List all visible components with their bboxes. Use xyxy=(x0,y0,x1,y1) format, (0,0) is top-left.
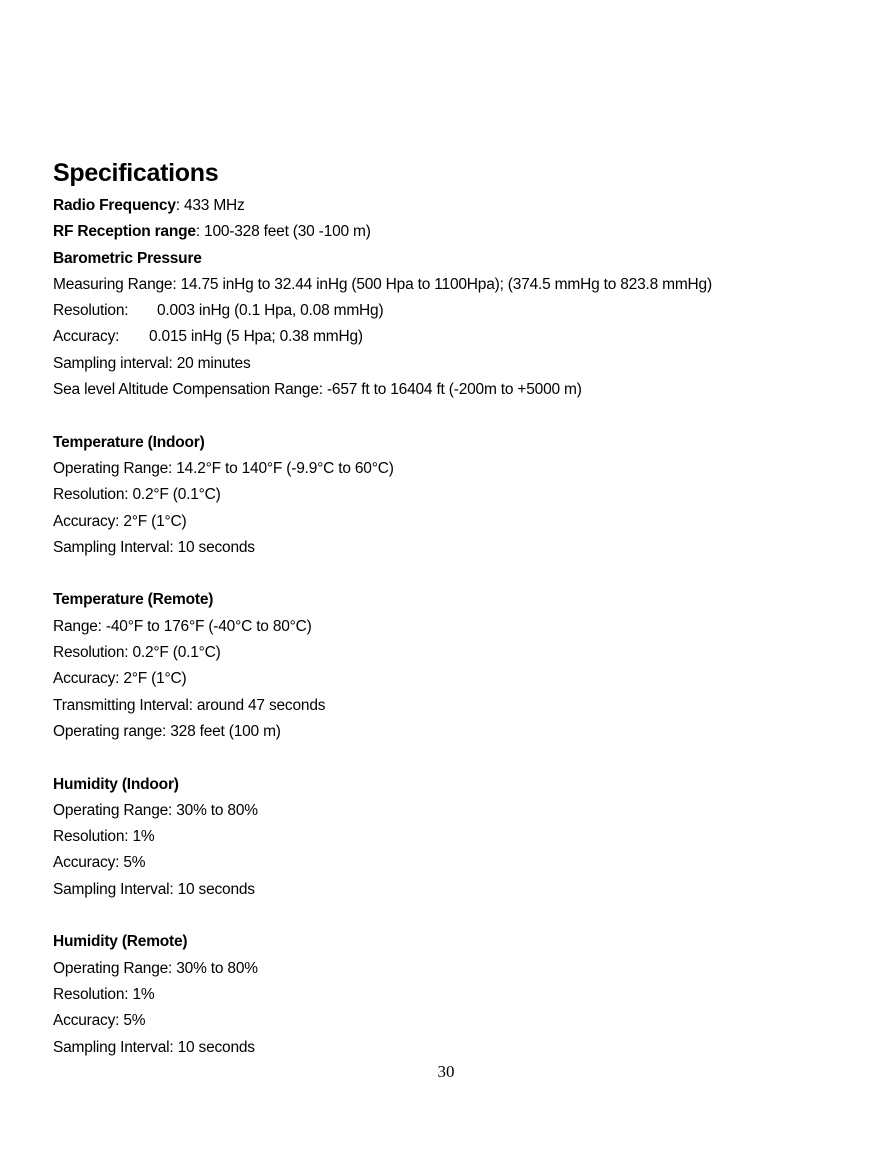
barometric-measuring-range: Measuring Range: 14.75 inHg to 32.44 inHg (500 Hpa to 1100Hpa); (374.5 mmHg to 823.8 mmHg) xyxy=(53,275,712,293)
page-number: 30 xyxy=(437,1062,455,1081)
temperature-indoor-line: Operating Range: 14.2°F to 140°F (-9.9°C to 60°C) xyxy=(53,459,394,477)
section-spacer xyxy=(53,745,853,771)
section-spacer xyxy=(53,903,853,929)
barometric-resolution-value: 0.003 inHg (0.1 Hpa, 0.08 mmHg) xyxy=(157,302,384,320)
temperature-remote-line: Resolution: 0.2°F (0.1°C) xyxy=(53,644,221,662)
barometric-accuracy-value: 0.015 inHg (5 Hpa; 0.38 mmHg) xyxy=(149,328,363,346)
humidity-indoor-heading: Humidity (Indoor) xyxy=(53,775,179,793)
rf-reception-range-label: RF Reception range xyxy=(53,223,196,241)
temperature-remote-heading: Temperature (Remote) xyxy=(53,591,214,609)
temperature-remote-line: Operating range: 328 feet (100 m) xyxy=(53,722,281,740)
barometric-altitude-compensation: Sea level Altitude Compensation Range: -657 ft to 16404 ft (-200m to +5000 m) xyxy=(53,381,582,399)
rf-reception-range-value: : 100-328 feet (30 -100 m) xyxy=(195,223,371,241)
temperature-indoor-heading: Temperature (Indoor) xyxy=(53,433,205,451)
temperature-remote-line: Accuracy: 2°F (1°C) xyxy=(53,670,187,688)
humidity-indoor-line: Resolution: 1% xyxy=(53,828,155,846)
humidity-remote-line: Resolution: 1% xyxy=(53,985,155,1003)
temperature-indoor-line: Sampling Interval: 10 seconds xyxy=(53,538,255,556)
temperature-indoor-line: Resolution: 0.2°F (0.1°C) xyxy=(53,486,221,504)
barometric-sampling-interval: Sampling interval: 20 minutes xyxy=(53,354,251,372)
barometric-resolution-line xyxy=(53,298,853,324)
barometric-pressure-heading: Barometric Pressure xyxy=(53,249,202,267)
page-title: Specifications xyxy=(53,159,219,187)
humidity-indoor-line: Operating Range: 30% to 80% xyxy=(53,801,258,819)
radio-frequency-label: Radio Frequency xyxy=(53,197,176,214)
barometric-resolution-label: Resolution: xyxy=(53,302,129,320)
humidity-remote-line: Operating Range: 30% to 80% xyxy=(53,959,258,977)
section-spacer xyxy=(53,561,853,587)
barometric-accuracy-line xyxy=(53,324,853,350)
humidity-remote-line: Sampling Interval: 10 seconds xyxy=(53,1038,255,1056)
temperature-remote-line: Range: -40°F to 176°F (-40°C to 80°C) xyxy=(53,617,312,635)
temperature-indoor-line: Accuracy: 2°F (1°C) xyxy=(53,512,187,530)
humidity-indoor-line: Accuracy: 5% xyxy=(53,854,146,872)
radio-frequency-value: : 433 MHz xyxy=(175,197,245,214)
temperature-remote-line: Transmitting Interval: around 47 seconds xyxy=(53,696,326,714)
barometric-accuracy-label: Accuracy: xyxy=(53,328,120,346)
rf-reception-range-line xyxy=(53,219,853,245)
humidity-indoor-line: Sampling Interval: 10 seconds xyxy=(53,880,255,898)
radio-frequency-line xyxy=(53,193,853,219)
humidity-remote-heading: Humidity (Remote) xyxy=(53,933,188,951)
section-spacer xyxy=(53,403,853,429)
humidity-remote-line: Accuracy: 5% xyxy=(53,1012,146,1030)
specifications-page xyxy=(53,155,853,1061)
